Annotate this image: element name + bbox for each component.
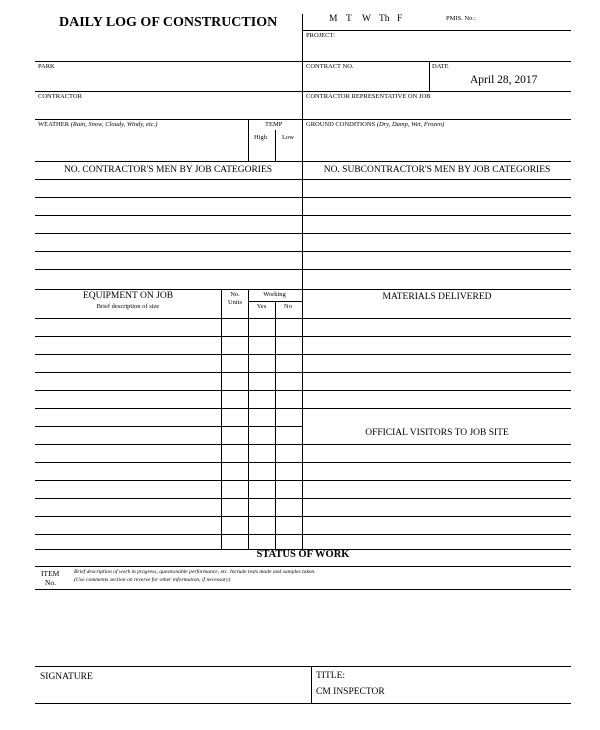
project-label: PROJECT:: [306, 32, 335, 39]
weather-label-text: WEATHER: [38, 121, 70, 128]
materials-heading: MATERIALS DELIVERED: [382, 292, 492, 302]
equipment-row-line: [35, 354, 302, 355]
project-top-line: [302, 30, 571, 31]
working-yes-label: Yes: [256, 303, 267, 310]
temp-label: TEMP: [265, 121, 283, 128]
temp-high-label: High: [254, 134, 267, 141]
working-no-label: No: [284, 303, 292, 310]
contractor-label: CONTRACTOR: [38, 93, 82, 100]
equipment-header-line: [35, 318, 571, 319]
title-value: CM INSPECTOR: [316, 687, 385, 697]
weather-label: [38, 122, 157, 129]
equipment-row-line: [35, 372, 302, 373]
status-of-work-field[interactable]: [35, 589, 571, 665]
men-row-line: [35, 269, 571, 270]
visitors-row-line: [302, 516, 571, 517]
materials-row-line: [302, 372, 571, 373]
subcontractor-men-heading: NO. SUBCONTRACTOR'S MEN BY JOB CATEGORIES: [323, 165, 551, 175]
item-no-label: No.: [45, 578, 57, 587]
contract-no-label: CONTRACT NO.: [306, 63, 354, 70]
day-m-checkbox[interactable]: M: [329, 14, 338, 24]
men-row-line: [35, 197, 571, 198]
ground-hint: (Dry, Damp, Wet, Frozen): [376, 121, 445, 128]
equipment-row-line: [35, 534, 302, 535]
materials-row-line: [302, 336, 571, 337]
temp-left-divider: [248, 119, 249, 161]
working-label: Working: [263, 291, 286, 298]
date-label: DATE: [432, 63, 449, 70]
weather-top-line: [35, 119, 571, 120]
ground-label: [306, 122, 444, 129]
day-t-checkbox[interactable]: T: [346, 14, 352, 24]
materials-row-line: [302, 408, 571, 409]
status-heading: STATUS OF WORK: [256, 549, 350, 560]
men-row-line: [35, 215, 571, 216]
equipment-row-line: [35, 426, 302, 427]
visitors-row-line: [302, 498, 571, 499]
materials-row-line: [302, 354, 571, 355]
working-split-line: [248, 301, 302, 302]
day-f-checkbox[interactable]: F: [397, 14, 403, 24]
yes-left-divider: [248, 289, 249, 549]
park-label: PARK: [38, 63, 55, 70]
visitors-row-line: [302, 480, 571, 481]
men-row-line: [35, 251, 571, 252]
pmis-label: PMIS. No.:: [446, 15, 476, 22]
form-title: DAILY LOG OF CONSTRUCTION: [59, 15, 278, 30]
contractor-men-heading: NO. CONTRACTOR'S MEN BY JOB CATEGORIES: [63, 165, 273, 175]
item-label: ITEM: [41, 569, 60, 578]
units-left-divider: [221, 289, 222, 549]
equipment-right-divider: [302, 289, 303, 549]
equipment-row-line: [35, 516, 302, 517]
equipment-row-line: [35, 408, 302, 409]
signature-divider: [311, 666, 312, 703]
equipment-subheading: Brief description of size: [96, 303, 160, 310]
equipment-row-line: [35, 444, 302, 445]
title-label: TITLE:: [316, 671, 346, 681]
equipment-heading: EQUIPMENT ON JOB: [82, 291, 174, 301]
equipment-row-line: [35, 390, 302, 391]
visitors-heading: OFFICIAL VISITORS TO JOB SITE: [365, 428, 509, 438]
equipment-row-line: [35, 462, 302, 463]
center-divider: [302, 14, 303, 290]
equipment-row-line: [35, 480, 302, 481]
contractor-top-line: [35, 91, 571, 92]
no-units-label-2: Units: [227, 299, 243, 306]
equipment-top-line: [35, 289, 571, 290]
signature-top-line: [35, 666, 571, 667]
ground-label-text: GROUND CONDITIONS: [306, 121, 376, 128]
status-top-line: [35, 549, 571, 550]
no-left-divider: [275, 301, 276, 549]
status-hint-2: (Use comments section on reverse for other information, if necessary): [74, 577, 231, 583]
visitors-row-line: [302, 534, 571, 535]
item-row-line: [35, 589, 571, 590]
project-field[interactable]: [303, 30, 571, 60]
visitors-row-line: [302, 462, 571, 463]
equipment-row-line: [35, 336, 302, 337]
temp-mid-divider: [275, 130, 276, 161]
day-th-checkbox[interactable]: Th: [379, 14, 390, 24]
park-top-line: [35, 61, 571, 62]
men-section-top-line: [35, 161, 571, 162]
men-row-line: [35, 233, 571, 234]
status-header-line: [35, 566, 571, 567]
equipment-row-line: [35, 498, 302, 499]
park-field[interactable]: [35, 61, 301, 91]
no-units-label-1: No.: [230, 291, 240, 298]
date-divider: [429, 61, 430, 91]
date-value[interactable]: April 28, 2017: [470, 74, 538, 86]
visitors-row-line: [302, 444, 571, 445]
signature-label: SIGNATURE: [40, 672, 93, 682]
status-hint-1: Brief description of work in progress, questionable performance, etc. Include tests made and samples taken.: [74, 569, 316, 575]
materials-row-line: [302, 390, 571, 391]
contractor-rep-label: CONTRACTOR REPRESENTATIVE ON JOB: [306, 93, 431, 100]
men-row-line: [35, 179, 571, 180]
signature-bottom-line: [35, 703, 571, 704]
day-w-checkbox[interactable]: W: [362, 14, 371, 24]
temp-low-label: Low: [282, 134, 294, 141]
weather-hint: (Rain, Snow, Cloudy, Windy, etc.): [70, 121, 158, 128]
